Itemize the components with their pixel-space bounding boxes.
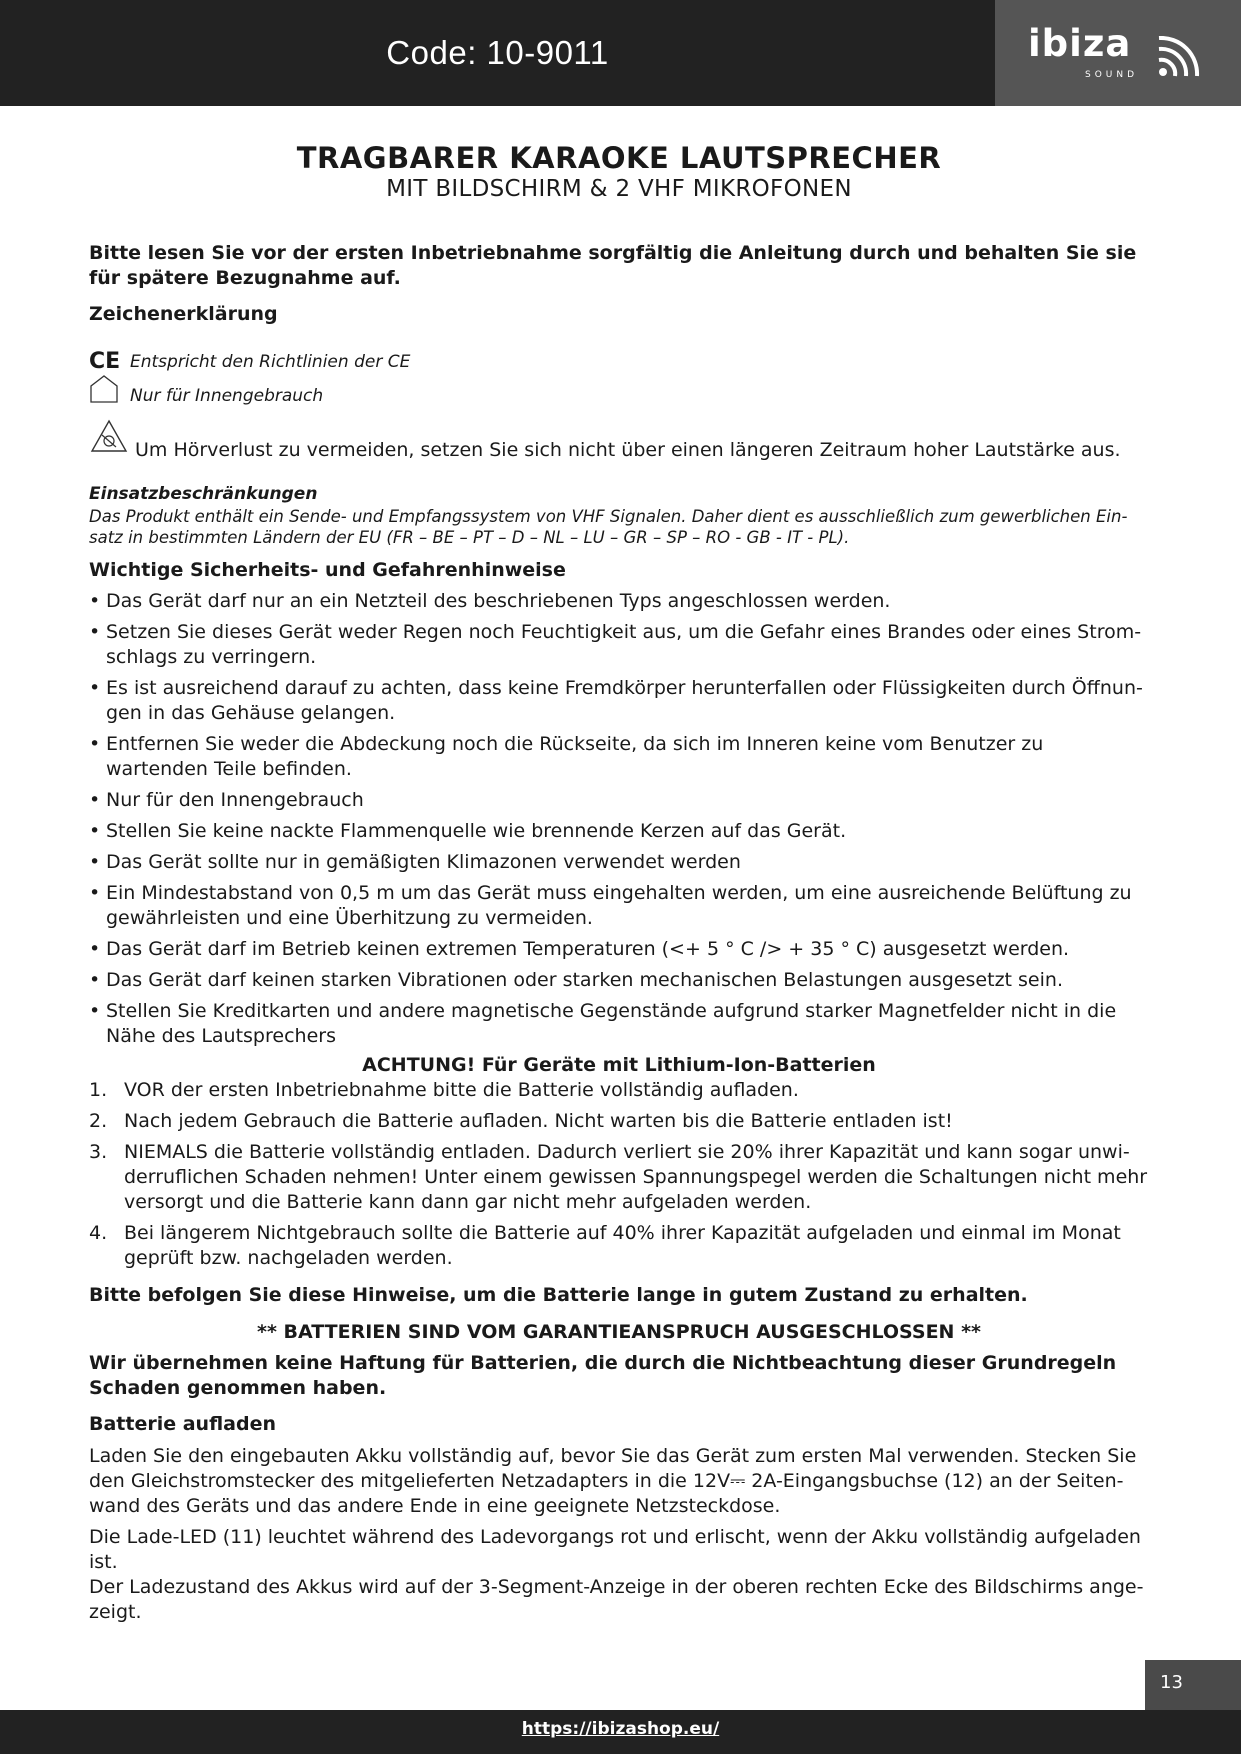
step-number: 1. [89, 1079, 108, 1101]
restrictions-heading: Einsatzbeschränkungen [89, 484, 318, 504]
intro-note: Bitte lesen Sie vor der ersten Inbetriebnahme sorgfältig die Anleitung durch und behalten Sie sie für spätere Bezugnahme auf. [89, 242, 1137, 289]
liability-note: Wir übernehmen keine Haftung für Batterien, die durch die Nichtbeachtung dieser Grundregeln Schaden genommen haben. [89, 1352, 1117, 1399]
safety-item: • Stellen Sie keine nackte Flammenquelle wie brennende Kerzen auf das Gerät. [89, 819, 1149, 844]
step-number: 2. [89, 1110, 108, 1132]
step-number: 4. [89, 1222, 108, 1244]
charging-heading: Batterie aufladen [89, 1413, 277, 1435]
charging-paragraph: Der Ladezustand des Akkus wird auf der 3-Segment-Anzeige in der oberen rechten Ecke des Bildschirms ange-zeigt. [89, 1576, 1144, 1623]
page-footer [0, 1710, 1241, 1754]
battery-follow-note: Bitte befolgen Sie diese Hinweise, um die Batterie lange in gutem Zustand zu erhalten. [89, 1284, 1028, 1306]
safety-item: • Das Gerät darf keinen starken Vibrationen oder starken mechanischen Belastungen ausgesetzt sein. [89, 968, 1149, 993]
safety-item: • Entfernen Sie weder die Abdeckung noch die Rückseite, da sich im Inneren keine vom Benutzer zu wartenden Teile befinden. [89, 732, 1149, 782]
safety-item: • Ein Mindestabstand von 0,5 m um das Gerät muss eingehalten werden, um eine ausreichende Belüftung zu gewährleisten und eine Überhitzung zu vermeiden. [89, 881, 1149, 931]
safety-item: • Stellen Sie Kreditkarten und andere magnetische Gegenstände aufgrund starker Magnetfelder nicht in die Nähe des Lautsprechers [89, 999, 1149, 1049]
step-text: NIEMALS die Batterie vollständig entladen. Dadurch verliert sie 20% ihrer Kapazität und kann sogar unwi-derruflichen Schaden nehmen! Unter einem gewissen Spannungspegel werden die Schaltungen nicht mehr versorgt und die Batterie kann dann gar nicht mehr aufgeladen werden. [124, 1141, 1148, 1213]
battery-step [89, 1109, 1149, 1134]
product-code: Code: 10-9011 [386, 34, 609, 71]
battery-steps-list [89, 1078, 1149, 1277]
legend-heading: Zeichenerklärung [89, 303, 278, 325]
page-header [0, 0, 1241, 106]
safety-heading: Wichtige Sicherheits- und Gefahrenhinweise [89, 559, 566, 581]
safety-item: • Setzen Sie dieses Gerät weder Regen noch Feuchtigkeit aus, um die Gefahr eines Brandes oder eines Strom-schlags zu verringern. [89, 620, 1149, 670]
step-text: VOR der ersten Inbetriebnahme bitte die Batterie vollständig aufladen. [124, 1079, 799, 1101]
legend-indoor-text: Nur für Innengebrauch [130, 386, 324, 406]
safety-item: • Das Gerät sollte nur in gemäßigten Klimazonen verwendet werden [89, 850, 1149, 875]
footer-link[interactable]: https://ibizashop.eu/ [521, 1719, 720, 1739]
safety-list [89, 589, 1149, 1055]
page-number: 13 [1145, 1660, 1241, 1710]
charging-section [89, 1444, 1149, 1631]
logo-wordmark: ibiza [1028, 22, 1132, 65]
legend-ce-text: Entspricht den Richtlinien der CE [130, 352, 411, 372]
battery-step [89, 1078, 1149, 1103]
legend-hearing-text: Um Hörverlust zu vermeiden, setzen Sie sich nicht über einen längeren Zeitraum hoher Lautstärke aus. [135, 439, 1121, 461]
safety-item: • Das Gerät darf nur an ein Netzteil des beschriebenen Typs angeschlossen werden. [89, 589, 1149, 614]
brand-logo [995, 0, 1241, 106]
battery-excluded-note: ** BATTERIEN SIND VOM GARANTIEANSPRUCH AUSGESCHLOSSEN ** [257, 1321, 981, 1343]
logo-subtitle: SOUND [1085, 70, 1139, 80]
charging-paragraph: Laden Sie den eingebauten Akku vollständig auf, bevor Sie das Gerät zum ersten Mal verwenden. Stecken Sie den Gleichstromstecker des mitgelieferten Netzadapters in die 12V⎓ 2A-Eingangsbuchse (12) an der Seiten-wand des Geräts und das andere Ende in eine geeignete Netzsteckdose. [89, 1445, 1137, 1517]
page-title: TRAGBARER KARAOKE LAUTSPRECHER [296, 141, 942, 175]
charging-paragraph: Die Lade-LED (11) leuchtet während des Ladevorgangs rot und erlischt, wenn der Akku vollständig aufgeladen ist. [89, 1526, 1141, 1573]
indoor-house-icon [89, 374, 119, 404]
battery-warning-heading: ACHTUNG! Für Geräte mit Lithium-Ion-Batterien [362, 1054, 876, 1076]
safety-item: • Nur für den Innengebrauch [89, 788, 1149, 813]
step-text: Bei längerem Nichtgebrauch sollte die Batterie auf 40% ihrer Kapazität aufgeladen und einmal im Monat geprüft bzw. nachgeladen werden. [124, 1222, 1121, 1269]
safety-item: • Das Gerät darf im Betrieb keinen extremen Temperaturen (<+ 5 ° C /> + 35 ° C) ausgesetzt werden. [89, 937, 1149, 962]
ce-icon: CE [89, 349, 121, 374]
hearing-warning-icon [89, 418, 129, 456]
battery-step [89, 1140, 1149, 1215]
battery-step [89, 1221, 1149, 1271]
restrictions-line-2: satz in bestimmten Ländern der EU (FR – BE – PT – D – NL – LU – GR – SP – RO - GB - IT - PL). [89, 528, 850, 547]
step-number: 3. [89, 1141, 108, 1163]
safety-item: • Es ist ausreichend darauf zu achten, dass keine Fremdkörper herunterfallen oder Flüssigkeiten durch Öffnun-gen in das Gehäuse gelangen. [89, 676, 1149, 726]
sound-waves-icon [1155, 36, 1201, 80]
step-text: Nach jedem Gebrauch die Batterie aufladen. Nicht warten bis die Batterie entladen ist! [124, 1110, 953, 1132]
restrictions-line-1: Das Produkt enthält ein Sende- und Empfangssystem von VHF Signalen. Daher dient es ausschließlich zum gewerblichen Ein- [89, 507, 1128, 526]
page-subtitle: MIT BILDSCHIRM & 2 VHF MIKROFONEN [386, 176, 852, 202]
